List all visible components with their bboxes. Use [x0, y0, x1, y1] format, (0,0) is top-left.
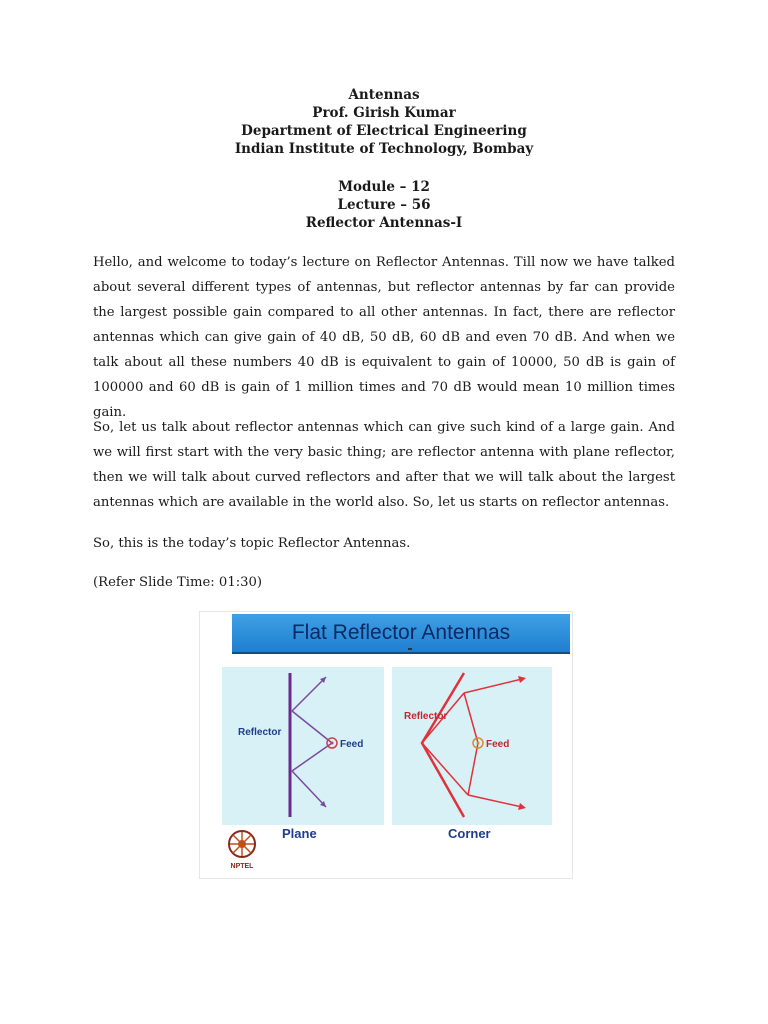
corner-caption: Corner — [448, 826, 491, 841]
slide-title: Flat Reflector Antennas — [232, 614, 570, 654]
nptel-logo-text: NPTEL — [230, 863, 254, 870]
corner-reflector-panel — [392, 667, 552, 825]
corner-reflector-label: Reflector — [404, 711, 448, 722]
lecture-number: Lecture – 56 — [337, 197, 431, 213]
lecture-header — [0, 86, 768, 232]
plane-feed-label: Feed — [340, 739, 364, 750]
plane-reflector-label: Reflector — [238, 727, 282, 738]
course-title: Antennas — [348, 87, 420, 103]
plane-reflector-diagram — [222, 667, 384, 825]
nptel-logo — [222, 826, 262, 874]
corner-reflector-diagram — [392, 667, 552, 825]
slide-image — [199, 611, 573, 879]
institute-name: Indian Institute of Technology, Bombay — [234, 141, 534, 157]
professor-name: Prof. Girish Kumar — [312, 105, 456, 121]
plane-reflector-panel — [222, 667, 384, 825]
paragraph-overview: So, let us talk about reflector antennas which can give such kind of a large gain. And we will first start with the very basic thing; are reflector antenna with plane reflector, then we will talk about curved reflectors and after that we will talk about the largest antennas which are available in the world also. So, let us starts on reflector antennas. — [93, 420, 675, 510]
paragraph-topic: So, this is the today’s topic Reflector Antennas. — [93, 536, 411, 551]
slide-reference: (Refer Slide Time: 01:30) — [93, 575, 263, 590]
module-number: Module – 12 — [338, 179, 430, 195]
paragraph-intro: Hello, and welcome to today’s lecture on Reflector Antennas. Till now we have talked about several different types of antennas, but reflector antennas by far can provide the largest possible gain compared to all other antennas. In fact, there are reflector antennas which can give gain of 40 dB, 50 dB, 60 dB and even 70 dB. And when we talk about all these numbers 40 dB is equivalent to gain of 10000, 50 dB is gain of 100000 and 60 dB is gain of 1 million times and 70 dB would mean 10 million times gain. — [93, 255, 675, 420]
corner-feed-label: Feed — [486, 739, 510, 750]
plane-caption: Plane — [282, 826, 317, 841]
lecture-topic: Reflector Antennas-I — [305, 215, 463, 231]
department-name: Department of Electrical Engineering — [241, 123, 527, 139]
